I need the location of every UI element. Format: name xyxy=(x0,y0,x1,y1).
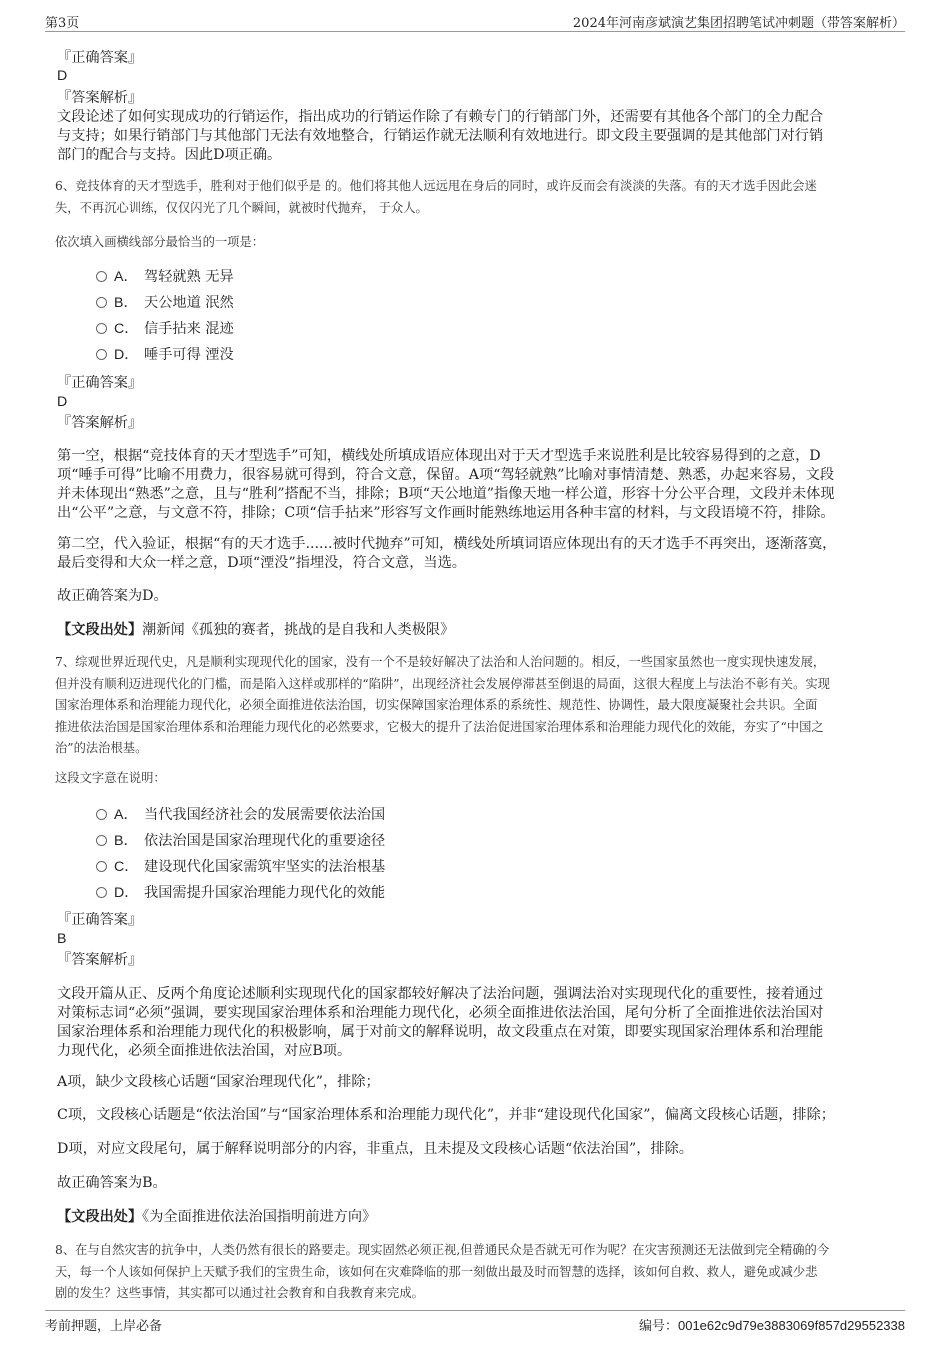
text-line: 文段开篇从正、反两个角度论述顺利实现现代化的国家都较好解决了法治问题，强调法治对实现现代化的重要性，接着通过 xyxy=(57,986,824,1002)
q6-option-c[interactable] xyxy=(96,320,234,339)
radio-icon[interactable] xyxy=(96,835,107,846)
q7-source xyxy=(57,1208,892,1227)
q5-answer-label: 『正确答案』 xyxy=(57,50,143,66)
q7-answer: B xyxy=(57,931,67,947)
text-line: 国家治理体系和治理能力现代化，必须全面推进依法治国，切实保障国家治理体系的系统性、规范性、协调性，最大限度凝聚社会共识。全面 xyxy=(55,698,818,712)
radio-icon[interactable] xyxy=(96,809,107,820)
q7-prompt: 这段文字意在说明： xyxy=(55,771,166,785)
text-line: 失，不再沉心训练，仅仅闪光了几个瞬间，就被时代抛弃， 于众人。 xyxy=(55,200,428,215)
text-line: 与支持；如果行销部门与其他部门无法有效地整合，行销运作就无法顺利有效地进行。即文段主要强调的是其他部门对行销 xyxy=(57,128,824,144)
text-line: 第一空，根据“竞技体育的天才型选手”可知，横线处所填成语应体现出对于天才型选手来说胜利是比较容易得到的之意，D xyxy=(57,448,821,464)
source-label: 【文段出处】 xyxy=(57,622,143,638)
option-text: 我国需提升国家治理能力现代化的效能 xyxy=(144,885,386,901)
option-text: 驾轻就熟 无异 xyxy=(144,269,234,285)
text-line: 第二空，代入验证，根据“有的天才选手......被时代抛弃”可知，横线处所填词语应体现出有的天才选手不再突出，逐渐落寞， xyxy=(57,536,837,552)
q6-option-a[interactable] xyxy=(96,268,234,287)
radio-icon[interactable] xyxy=(96,297,107,308)
text-line: 天，每一个人该如何保护上天赋予我们的宝贵生命，该如何在灾难降临的那一刻做出最及时而智慧的选择，该如何自救、救人，避免或减少悲 xyxy=(55,1264,818,1279)
q6-option-b[interactable] xyxy=(96,294,234,313)
q5-answer: D xyxy=(57,68,68,84)
text-line: 最后变得和大众一样之意，D项“湮没”指埋没，符合文意，当选。 xyxy=(57,555,466,571)
text-line: 文段论述了如何实现成功的行销运作，指出成功的行销运作除了有赖专门的行销部门外，还需要有其他各个部门的全力配合 xyxy=(57,109,824,125)
option-text: 建设现代化国家需筑牢坚实的法治根基 xyxy=(144,859,386,875)
text-line: 但并没有顺利迈进现代化的门槛，而是陷入这样或那样的“陷阱”，出现经济社会发展停滞甚至倒退的局面，这很大程度上与法治不彰有关。实现 xyxy=(55,676,830,691)
q6-answer-label: 『正确答案』 xyxy=(57,375,143,391)
page-header xyxy=(0,0,950,30)
radio-icon[interactable] xyxy=(96,271,107,282)
footer-code xyxy=(639,1315,905,1334)
text-line: 国家治理体系和治理能力现代化的积极影响，属于对前文的解释说明，故文段重点在对策，即要实现国家治理体系和治理能 xyxy=(57,1024,824,1040)
footer-code-label: 编号： xyxy=(638,1319,678,1334)
q8-stem xyxy=(55,1240,900,1305)
text-line: 部门的配合与支持。因此D项正确。 xyxy=(57,147,282,163)
q7-analysis-label: 『答案解析』 xyxy=(57,952,143,968)
text-line: 对策标志词“必须”强调，要实现国家治理体系和治理能力现代化，必须全面推进依法治国，尾句分析了全面推进依法治国对 xyxy=(57,1005,824,1021)
option-letter: A． xyxy=(114,269,138,285)
q7-option-c[interactable] xyxy=(96,858,385,877)
q7-analysis-d: D项，对应文段尾句，属于解释说明部分的内容，非重点，且未提及文段核心话题“依法治国”，排除。 xyxy=(57,1141,693,1157)
q7-option-d[interactable] xyxy=(96,884,385,903)
text-line: 6、竞技体育的天才型选手，胜利对于他们似乎是 的。他们将其他人远远甩在身后的同时，或许反而会有淡淡的失落。有的天才选手因此会迷 xyxy=(55,179,817,193)
text-line: 治”的法治根基。 xyxy=(55,741,148,755)
option-letter: B． xyxy=(114,295,138,311)
q7-analysis-a: A项，缺少文段核心话题“国家治理现代化”，排除； xyxy=(57,1074,380,1090)
option-letter: C． xyxy=(114,321,139,337)
q7-analysis-paragraph-1 xyxy=(57,985,892,1061)
radio-icon[interactable] xyxy=(96,861,107,872)
q5-analysis xyxy=(57,108,892,165)
document-title: 2024年河南彦斌演艺集团招聘笔试冲刺题（带答案解析） xyxy=(572,16,905,31)
footer-slogan: 考前押题，上岸必备 xyxy=(45,1319,163,1334)
source-label: 【文段出处】 xyxy=(57,1209,143,1225)
option-text: 依法治国是国家治理现代化的重要途径 xyxy=(144,833,386,849)
q7-analysis-c: C项，文段核心话题是“依法治国”与“国家治理体系和治理能力现代化”，并非“建设现代化国家”，偏离文段核心话题，排除； xyxy=(57,1107,835,1123)
option-letter: C． xyxy=(114,859,139,875)
text-line: 力现代化，必须全面推进依法治国，对应B项。 xyxy=(57,1043,352,1059)
option-letter: A． xyxy=(114,807,138,823)
text-line: 8、在与自然灾害的抗争中，人类仍然有很长的路要走。现实固然必须正视,但普通民众是否就无可作为呢？在灾害预测还无法做到完全精确的今 xyxy=(55,1243,830,1257)
option-text: 当代我国经济社会的发展需要依法治国 xyxy=(144,807,386,823)
q7-option-b[interactable] xyxy=(96,832,385,851)
radio-icon[interactable] xyxy=(96,349,107,360)
option-text: 天公地道 泯然 xyxy=(144,295,234,311)
q6-analysis-paragraph-2 xyxy=(57,535,892,573)
option-letter: D． xyxy=(114,885,139,901)
q6-analysis-paragraph-1 xyxy=(57,447,892,523)
footer-divider xyxy=(45,1310,905,1311)
radio-icon[interactable] xyxy=(96,323,107,334)
text-line: 7、综观世界近现代史，凡是顺利实现现代化的国家，没有一个不是较好解决了法治和人治问题的。相反，一些国家虽然也一度实现快速发展， xyxy=(55,655,826,669)
option-letter: D． xyxy=(114,347,139,363)
q6-stem xyxy=(55,176,900,219)
q7-option-a[interactable] xyxy=(96,806,385,825)
q6-analysis-label: 『答案解析』 xyxy=(57,415,143,431)
q6-conclusion: 故正确答案为D。 xyxy=(57,588,168,604)
option-text: 信手拈来 混迹 xyxy=(144,321,234,337)
q5-analysis-label: 『答案解析』 xyxy=(57,90,143,106)
text-line: 并未体现出“熟悉”之意，且与“胜利”搭配不当，排除；B项“天公地道”指像天地一样公道，形容十分公平合理，文段并未体现 xyxy=(57,486,835,502)
q6-option-d[interactable] xyxy=(96,346,234,365)
q6-source xyxy=(57,621,892,640)
source-title: 潮新闻《孤独的赛者，挑战的是自我和人类极限》 xyxy=(142,622,455,638)
option-letter: B． xyxy=(114,833,138,849)
q7-conclusion: 故正确答案为B。 xyxy=(57,1175,167,1191)
radio-icon[interactable] xyxy=(96,887,107,898)
q7-stem xyxy=(55,652,900,760)
option-text: 唾手可得 湮没 xyxy=(144,347,234,363)
page-number: 第3页 xyxy=(45,16,80,31)
q6-answer: D xyxy=(57,394,68,410)
text-line: 推进依法治国是国家治理体系和治理能力现代化的必然要求，它极大的提升了法治促进国家治理体系和治理能力现代化的效能，夯实了“中国之 xyxy=(55,719,824,734)
q7-answer-label: 『正确答案』 xyxy=(57,912,143,928)
text-line: 剧的发生？这些事情，其实都可以通过社会教育和自我教育来完成。 xyxy=(55,1286,424,1300)
header-divider xyxy=(45,31,905,32)
source-title: 《为全面推进依法治国指明前进方向》 xyxy=(142,1209,377,1225)
footer-code-value: 001e62c9d79e3883069f857d29552338 xyxy=(677,1318,905,1333)
q6-prompt: 依次填入画横线部分最恰当的一项是： xyxy=(55,235,265,249)
text-line: 出“公平”之意，与文意不符，排除；C项“信手拈来”形容写文作画时能熟练地运用各种丰富的材料，与文段语境不符，排除。 xyxy=(57,505,835,521)
text-line: 项“唾手可得”比喻不用费力，很容易就可得到，符合文意，保留。A项“驾轻就熟”比喻对事情清楚、熟悉，办起来容易，文段 xyxy=(57,467,835,483)
